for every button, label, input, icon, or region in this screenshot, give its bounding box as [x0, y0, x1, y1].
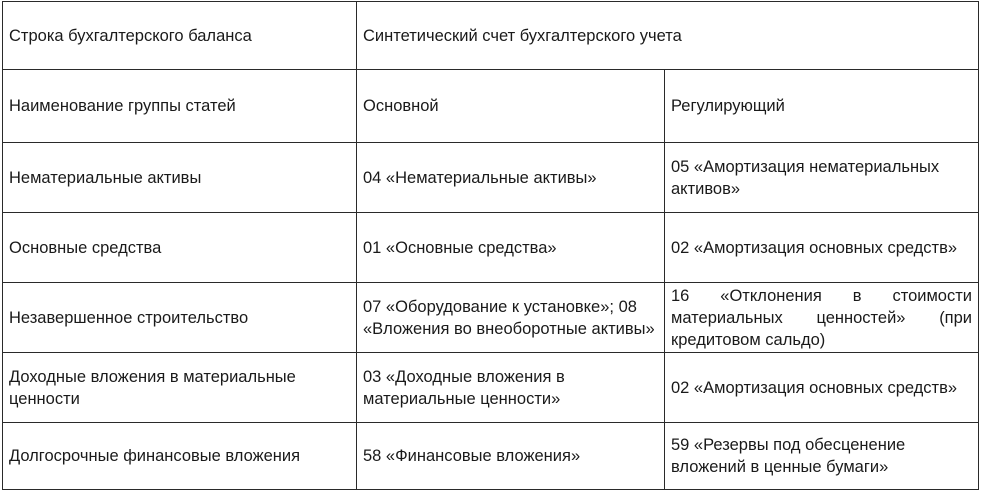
row-group-cell: Незавершенное строительство [3, 283, 357, 353]
subheader-regulating: Регулирующий [665, 70, 979, 143]
row-group-cell: Нематериальные активы [3, 143, 357, 213]
table-row [3, 423, 979, 490]
header-balance-line: Строка бухгалтерского баланса [3, 2, 357, 70]
row-group-cell: Долгосрочные финансовые вложения [3, 423, 357, 490]
table-row [3, 213, 979, 283]
row-regulating-account-cell: 02 «Амортизация основных средств» [665, 213, 979, 283]
row-regulating-account-cell: 02 «Амортизация основных средств» [665, 353, 979, 423]
row-regulating-account-cell: 05 «Амортизация нематериальных активов» [665, 143, 979, 213]
table-row [3, 353, 979, 423]
header-row [3, 2, 979, 70]
row-group-cell: Доходные вложения в материальные ценности [3, 353, 357, 423]
row-main-account-cell: 01 «Основные средства» [357, 213, 665, 283]
row-regulating-account-cell: 59 «Резервы под обесценение вложений в ценные бумаги» [665, 423, 979, 490]
row-main-account-cell: 07 «Оборудование к установке»; 08 «Вложения во внеоборотные активы» [357, 283, 665, 353]
row-group-cell: Основные средства [3, 213, 357, 283]
row-main-account-cell: 03 «Доходные вложения в материальные ценности» [357, 353, 665, 423]
row-main-account-cell: 58 «Финансовые вложения» [357, 423, 665, 490]
table-row [3, 283, 979, 353]
row-main-account-cell: 04 «Нематериальные активы» [357, 143, 665, 213]
row-regulating-account-cell: 16 «Отклонения в стоимости материальных ценностей» (при кредитовом сальдо) [665, 283, 979, 353]
subheader-group-name: Наименование группы статей [3, 70, 357, 143]
balance-accounts-table-wrapper [2, 1, 978, 489]
subheader-row [3, 70, 979, 143]
balance-accounts-table [2, 1, 979, 490]
header-synthetic-account: Синтетический счет бухгалтерского учета [357, 2, 979, 70]
subheader-main: Основной [357, 70, 665, 143]
table-row [3, 143, 979, 213]
